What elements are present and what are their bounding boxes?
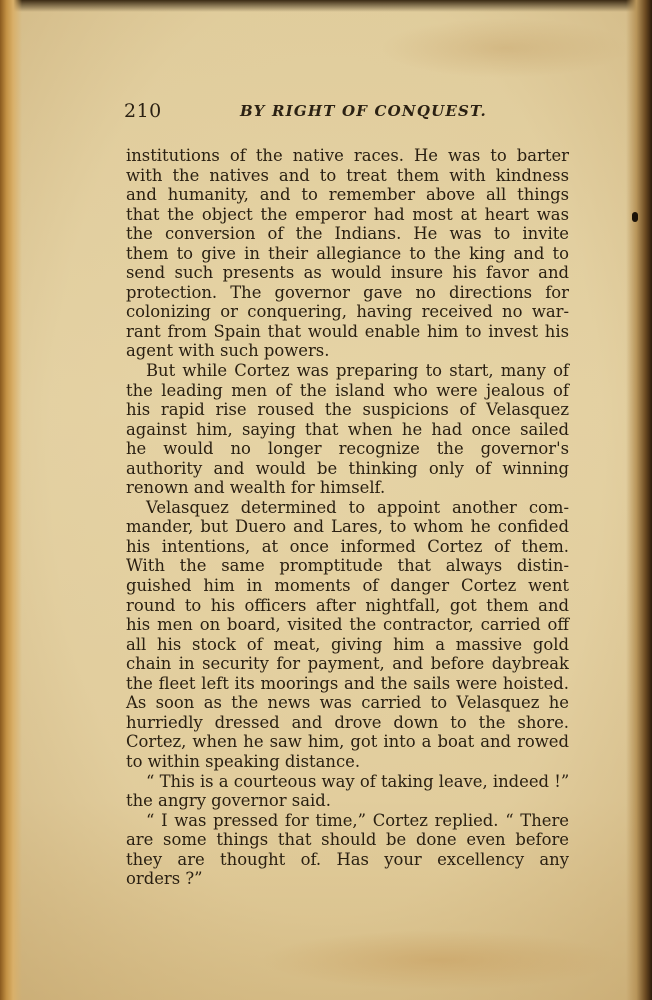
text-line: that the object the emperor had most at heart was xyxy=(126,204,569,224)
text-line: his intentions, at once informed Cortez of them. xyxy=(126,536,569,556)
page-header xyxy=(124,100,568,126)
text-line: the angry governor said. xyxy=(126,791,331,811)
text-line: orders ?” xyxy=(126,869,203,889)
text-line: guished him in moments of danger Cortez went xyxy=(126,576,569,596)
paper-stain-top xyxy=(380,18,630,78)
text-line: Velasquez determined to appoint another com- xyxy=(146,497,569,517)
text-line: authority and would be thinking only of winning xyxy=(126,458,569,478)
text-line: round to his officers after nightfall, got them and xyxy=(126,595,569,615)
page-left-edge xyxy=(0,0,22,1000)
text-line: rant from Spain that would enable him to invest his xyxy=(126,321,569,341)
text-line: his men on board, visited the contractor, carried off xyxy=(126,615,569,635)
text-line: they are thought of. Has your excellency any xyxy=(126,849,569,869)
text-line: But while Cortez was preparing to start, many of xyxy=(146,361,569,381)
page-right-edge xyxy=(626,0,652,1000)
text-line: them to give in their allegiance to the king and to xyxy=(126,243,569,263)
text-line: chain in security for payment, and before daybreak xyxy=(126,654,569,674)
text-line: hurriedly dressed and drove down to the shore. xyxy=(126,712,569,732)
ink-mark xyxy=(632,212,638,222)
text-line: “ I was pressed for time,” Cortez replied. “ There xyxy=(146,810,569,830)
text-line: to within speaking distance. xyxy=(126,751,361,771)
running-head: BY RIGHT OF CONQUEST. xyxy=(240,102,487,120)
text-line: Cortez, when he saw him, got into a boat and rowed xyxy=(126,732,569,752)
page-number: 210 xyxy=(124,100,162,122)
text-line: with the natives and to treat them with kindness xyxy=(126,165,569,185)
text-line: his rapid rise roused the suspicions of Velasquez xyxy=(126,400,569,420)
text-line: With the same promptitude that always distin- xyxy=(126,556,569,576)
text-line: all his stock of meat, giving him a massive gold xyxy=(126,634,569,654)
text-line: the leading men of the island who were jealous of xyxy=(126,380,569,400)
text-line: “ This is a courteous way of taking leave, indeed !” xyxy=(146,771,570,791)
text-line: against him, saying that when he had once sailed xyxy=(126,419,569,439)
body-text xyxy=(126,146,569,889)
text-line: are some things that should be done even before xyxy=(126,830,569,850)
text-line: the fleet left its moorings and the sails were hoisted. xyxy=(126,673,569,693)
text-line: send such presents as would insure his favor and xyxy=(126,263,569,283)
text-line: As soon as the news was carried to Velasquez he xyxy=(126,693,569,713)
text-line: and humanity, and to remember above all things xyxy=(126,185,569,205)
text-line: institutions of the native races. He was to barter xyxy=(126,146,569,165)
text-line: mander, but Duero and Lares, to whom he confided xyxy=(126,517,569,537)
text-line: colonizing or conquering, having received no war- xyxy=(126,302,569,322)
text-line: he would no longer recognize the governor's xyxy=(126,439,569,459)
text-line: renown and wealth for himself. xyxy=(126,478,386,498)
text-line: the conversion of the Indians. He was to invite xyxy=(126,224,569,244)
page-top-edge xyxy=(0,0,652,12)
paper-stain-bottom xyxy=(260,930,620,990)
text-line: protection. The governor gave no directions for xyxy=(126,282,569,302)
text-line: agent with such powers. xyxy=(126,341,330,361)
